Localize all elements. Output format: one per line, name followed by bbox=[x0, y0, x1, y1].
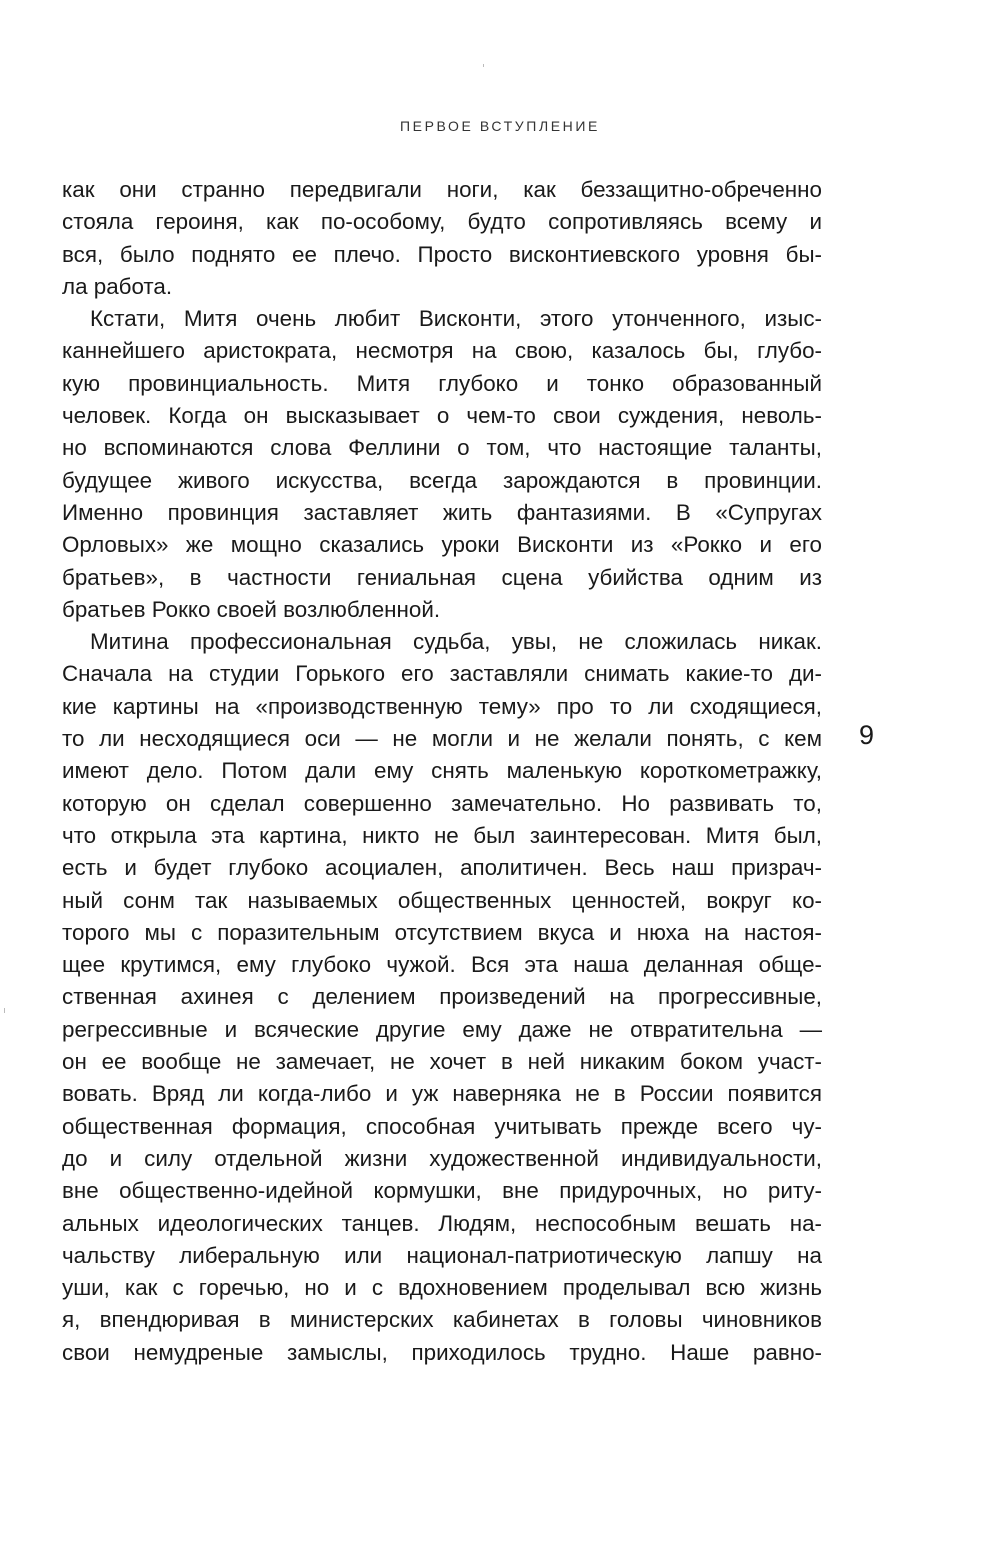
text-line: то ли несходящиеся оси — не могли и не желали понять, с кем bbox=[62, 726, 822, 752]
scan-mark-left bbox=[4, 1008, 5, 1013]
scan-mark-top bbox=[483, 64, 484, 67]
text-line: но вспоминаются слова Феллини о том, что настоящие таланты, bbox=[62, 435, 822, 461]
text-line: кие картины на «производственную тему» про то ли сходящиеся, bbox=[62, 693, 822, 719]
text-line: ственная ахинея с делением произведений на прогрессивные, bbox=[62, 984, 822, 1010]
page-number: 9 bbox=[859, 720, 875, 750]
text-line: щее крутимся, ему глубоко чужой. Вся эта наша деланная обще- bbox=[62, 952, 822, 978]
text-line: Сначала на студии Горького его заставляли снимать какие-то ди- bbox=[62, 661, 822, 687]
text-line: он ее вообще не замечает, не хочет в ней никаким боком участ- bbox=[62, 1049, 822, 1075]
text-line: Кстати, Митя очень любит Висконти, этого утонченного, изыс- bbox=[90, 306, 822, 332]
text-line: альных идеологических танцев. Людям, неспособным вешать на- bbox=[62, 1210, 822, 1236]
text-line: Именно провинция заставляет жить фантазиями. В «Супругах bbox=[62, 499, 822, 525]
text-line: каннейшего аристократа, несмотря на свою, казалось бы, глубо- bbox=[62, 338, 822, 364]
text-line: торого мы с поразительным отсутствием вкуса и нюха на настоя- bbox=[62, 919, 822, 945]
body-text bbox=[62, 174, 822, 1369]
running-head-title: ПЕРВОЕ ВСТУПЛЕНИЕ bbox=[400, 118, 600, 134]
text-line: братьев», в частности гениальная сцена убийства одним из bbox=[62, 564, 822, 590]
text-line: вне общественно-идейной кормушки, вне придурочных, но риту- bbox=[62, 1178, 822, 1204]
text-line: ный сонм так называемых общественных ценностей, вокруг ко- bbox=[62, 887, 822, 913]
text-line: вовать. Вряд ли когда-либо и уж наверняка не в России появится bbox=[62, 1081, 822, 1107]
text-line: чальству либеральную или национал-патриотическую лапшу на bbox=[62, 1242, 822, 1268]
text-line: общественная формация, способная учитывать прежде всего чу- bbox=[62, 1113, 822, 1139]
text-line: как они странно передвигали ноги, как беззащитно-обреченно bbox=[62, 177, 822, 202]
text-line: что открыла эта картина, никто не был заинтересован. Митя был, bbox=[62, 822, 822, 848]
text-line: есть и будет глубоко асоциален, аполитичен. Весь наш призрач- bbox=[62, 855, 822, 881]
text-line: до и силу отдельной жизни художественной индивидуальности, bbox=[62, 1145, 822, 1171]
text-line: вся, было поднято ее плечо. Просто висконтиевского уровня бы- bbox=[62, 241, 822, 267]
text-line: я, впендюривая в министерских кабинетах в головы чиновников bbox=[62, 1307, 822, 1333]
text-line: кую провинциальность. Митя глубоко и тонко образованный bbox=[62, 370, 822, 396]
text-line: будущее живого искусства, всегда зарождаются в провинции. bbox=[62, 467, 822, 493]
text-line: братьев Рокко своей возлюбленной. bbox=[62, 596, 441, 622]
text-line: регрессивные и всяческие другие ему даже не отвратительна — bbox=[62, 1016, 822, 1042]
text-line: уши, как с горечью, но и с вдохновением проделывал всю жизнь bbox=[62, 1275, 822, 1301]
text-line: стояла героиня, как по-особому, будто сопротивляясь всему и bbox=[62, 209, 822, 235]
text-line: ла работа. bbox=[62, 273, 173, 299]
text-line: Митина профессиональная судьба, увы, не сложилась никак. bbox=[90, 629, 822, 655]
text-line: имеют дело. Потом дали ему снять маленькую короткометражку, bbox=[62, 758, 822, 784]
text-line: человек. Когда он высказывает о чем-то свои суждения, неволь- bbox=[62, 403, 822, 429]
text-line: Орловых» же мощно сказались уроки Висконти из «Рокко и его bbox=[62, 532, 822, 558]
text-line: которую он сделал совершенно замечательно. Но развивать то, bbox=[62, 790, 822, 816]
text-line: свои немудреные замыслы, приходилось трудно. Наше равно- bbox=[62, 1339, 822, 1365]
